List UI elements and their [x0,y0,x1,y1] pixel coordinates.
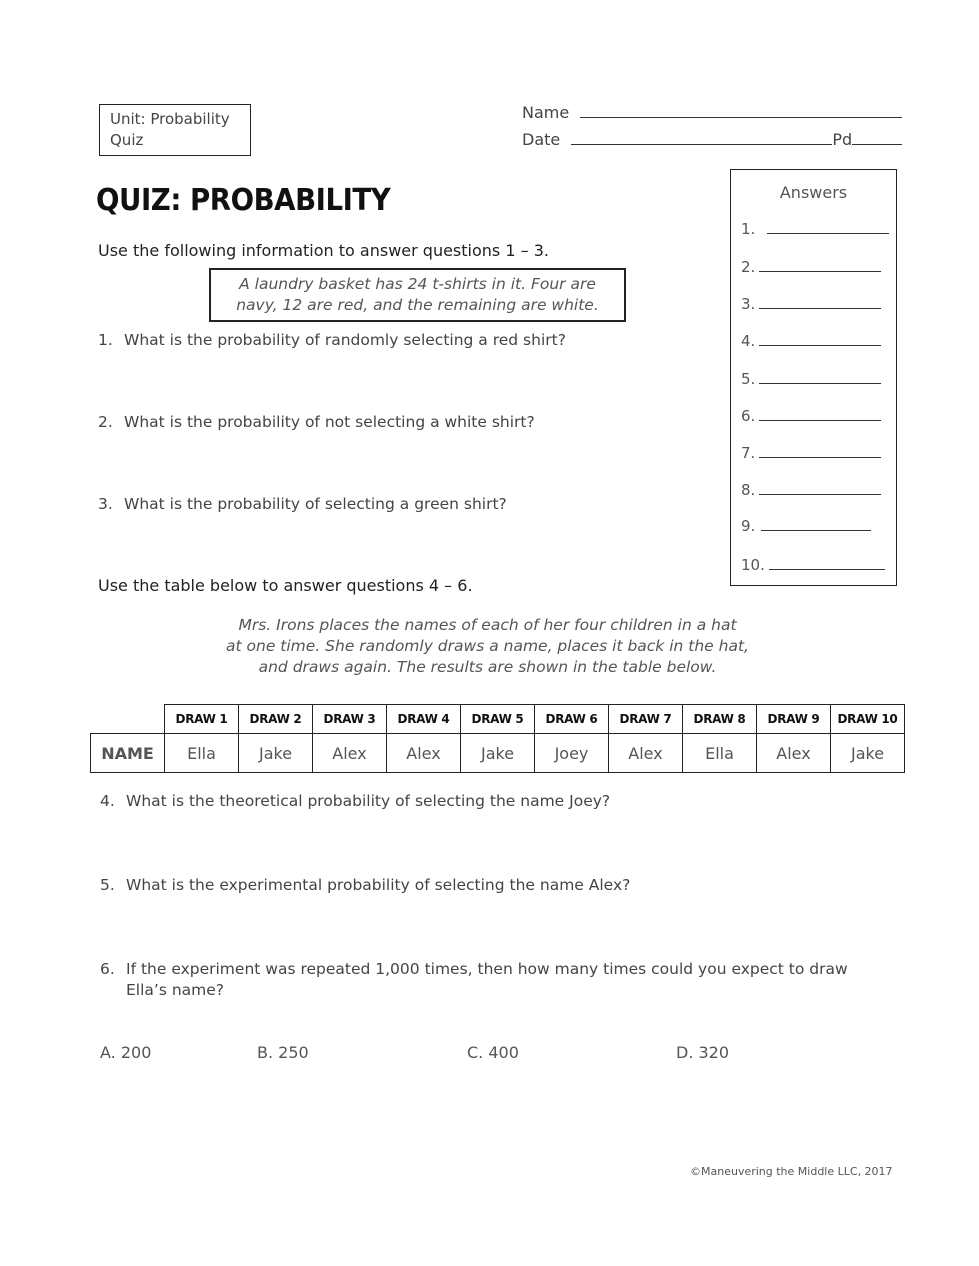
answers-box [730,169,897,586]
scenario-line: A laundry basket has 24 t-shirts in it. Four are [239,275,596,293]
answer-row[interactable]: 2. [741,258,881,276]
period-label: Pd [832,130,853,149]
answers-title: Answers [779,183,848,202]
question-1: 1. What is the probability of randomly selecting a red shirt? [98,331,566,349]
answer-blank[interactable] [759,371,881,384]
question-4: 4. What is the theoretical probability of selecting the name Joey? [100,792,611,810]
column-header: DRAW 9 [757,705,831,734]
answer-choices [100,1043,860,1065]
question-3: 3. What is the probability of selecting a green shirt? [98,495,507,513]
column-header: DRAW 1 [165,705,239,734]
table-cell: Jake [831,734,905,773]
question-5: 5. What is the experimental probability of selecting the name Alex? [100,876,631,894]
name-blank[interactable] [580,103,902,118]
answer-row[interactable]: 4. [741,332,881,350]
name-label: Name [522,103,570,122]
table-cell: Ella [683,734,757,773]
copyright-notice: ©Maneuvering the Middle LLC, 2017 [690,1165,893,1178]
column-header: DRAW 7 [609,705,683,734]
scenario-paragraph: Mrs. Irons places the names of each of her four children in a hat at one time. She randomly draws a name, places it back in the hat, and draws again. The results are shown in the table below. [226,616,749,676]
table-cell: Jake [461,734,535,773]
unit-label: Unit: Probability [110,110,230,128]
scenario-box [209,268,626,322]
row-header: NAME [91,734,165,773]
scenario-line: navy, 12 are red, and the remaining are white. [236,296,599,314]
answer-blank[interactable] [759,445,881,458]
answer-blank[interactable] [759,333,881,346]
unit-label-box [99,104,251,156]
column-header: DRAW 4 [387,705,461,734]
column-header: DRAW 2 [239,705,313,734]
question-6-continued: Ella’s name? [126,981,225,999]
column-header: DRAW 8 [683,705,757,734]
choice-d[interactable]: D. 320 [676,1043,730,1062]
answer-row[interactable]: 9. [741,517,871,535]
answer-row[interactable]: 8. [741,481,881,499]
answer-blank[interactable] [769,557,885,570]
table-cell: Alex [609,734,683,773]
column-header: DRAW 6 [535,705,609,734]
page-title: QUIZ: PROBABILITY [96,183,391,218]
answer-row[interactable]: 6. [741,407,881,425]
answer-blank[interactable] [761,518,871,531]
column-header: DRAW 10 [831,705,905,734]
answer-row[interactable]: 7. [741,444,881,462]
date-label: Date [522,130,561,149]
answer-blank[interactable] [767,221,889,234]
question-2: 2. What is the probability of not selecting a white shirt? [98,413,535,431]
answer-row[interactable]: 3. [741,295,881,313]
draw-results-table [90,704,905,773]
period-blank[interactable] [852,130,902,145]
table-cell: Joey [535,734,609,773]
section2-instruction: Use the table below to answer questions 4 – 6. [98,576,473,595]
table-cell: Alex [313,734,387,773]
table-cell: Alex [757,734,831,773]
choice-c[interactable]: C. 400 [467,1043,519,1062]
answer-row[interactable]: 1. [741,220,889,238]
choice-a[interactable]: A. 200 [100,1043,152,1062]
name-field[interactable] [522,103,902,122]
question-6: 6. If the experiment was repeated 1,000 times, then how many times could you expect to draw [100,960,848,978]
answer-blank[interactable] [759,259,881,272]
column-header: DRAW 5 [461,705,535,734]
date-blank[interactable] [571,130,832,145]
answer-blank[interactable] [759,482,881,495]
answer-blank[interactable] [759,296,881,309]
answer-row[interactable]: 10. [741,556,885,574]
section1-instruction: Use the following information to answer questions 1 – 3. [98,241,549,260]
column-header: DRAW 3 [313,705,387,734]
answer-row[interactable]: 5. [741,370,881,388]
answer-blank[interactable] [759,408,881,421]
table-cell: Alex [387,734,461,773]
table-cell: Jake [239,734,313,773]
choice-b[interactable]: B. 250 [257,1043,309,1062]
table-row [91,734,905,773]
unit-type-label: Quiz [110,131,144,149]
table-cell: Ella [165,734,239,773]
date-field[interactable] [522,130,902,149]
table-header-row [91,705,905,734]
